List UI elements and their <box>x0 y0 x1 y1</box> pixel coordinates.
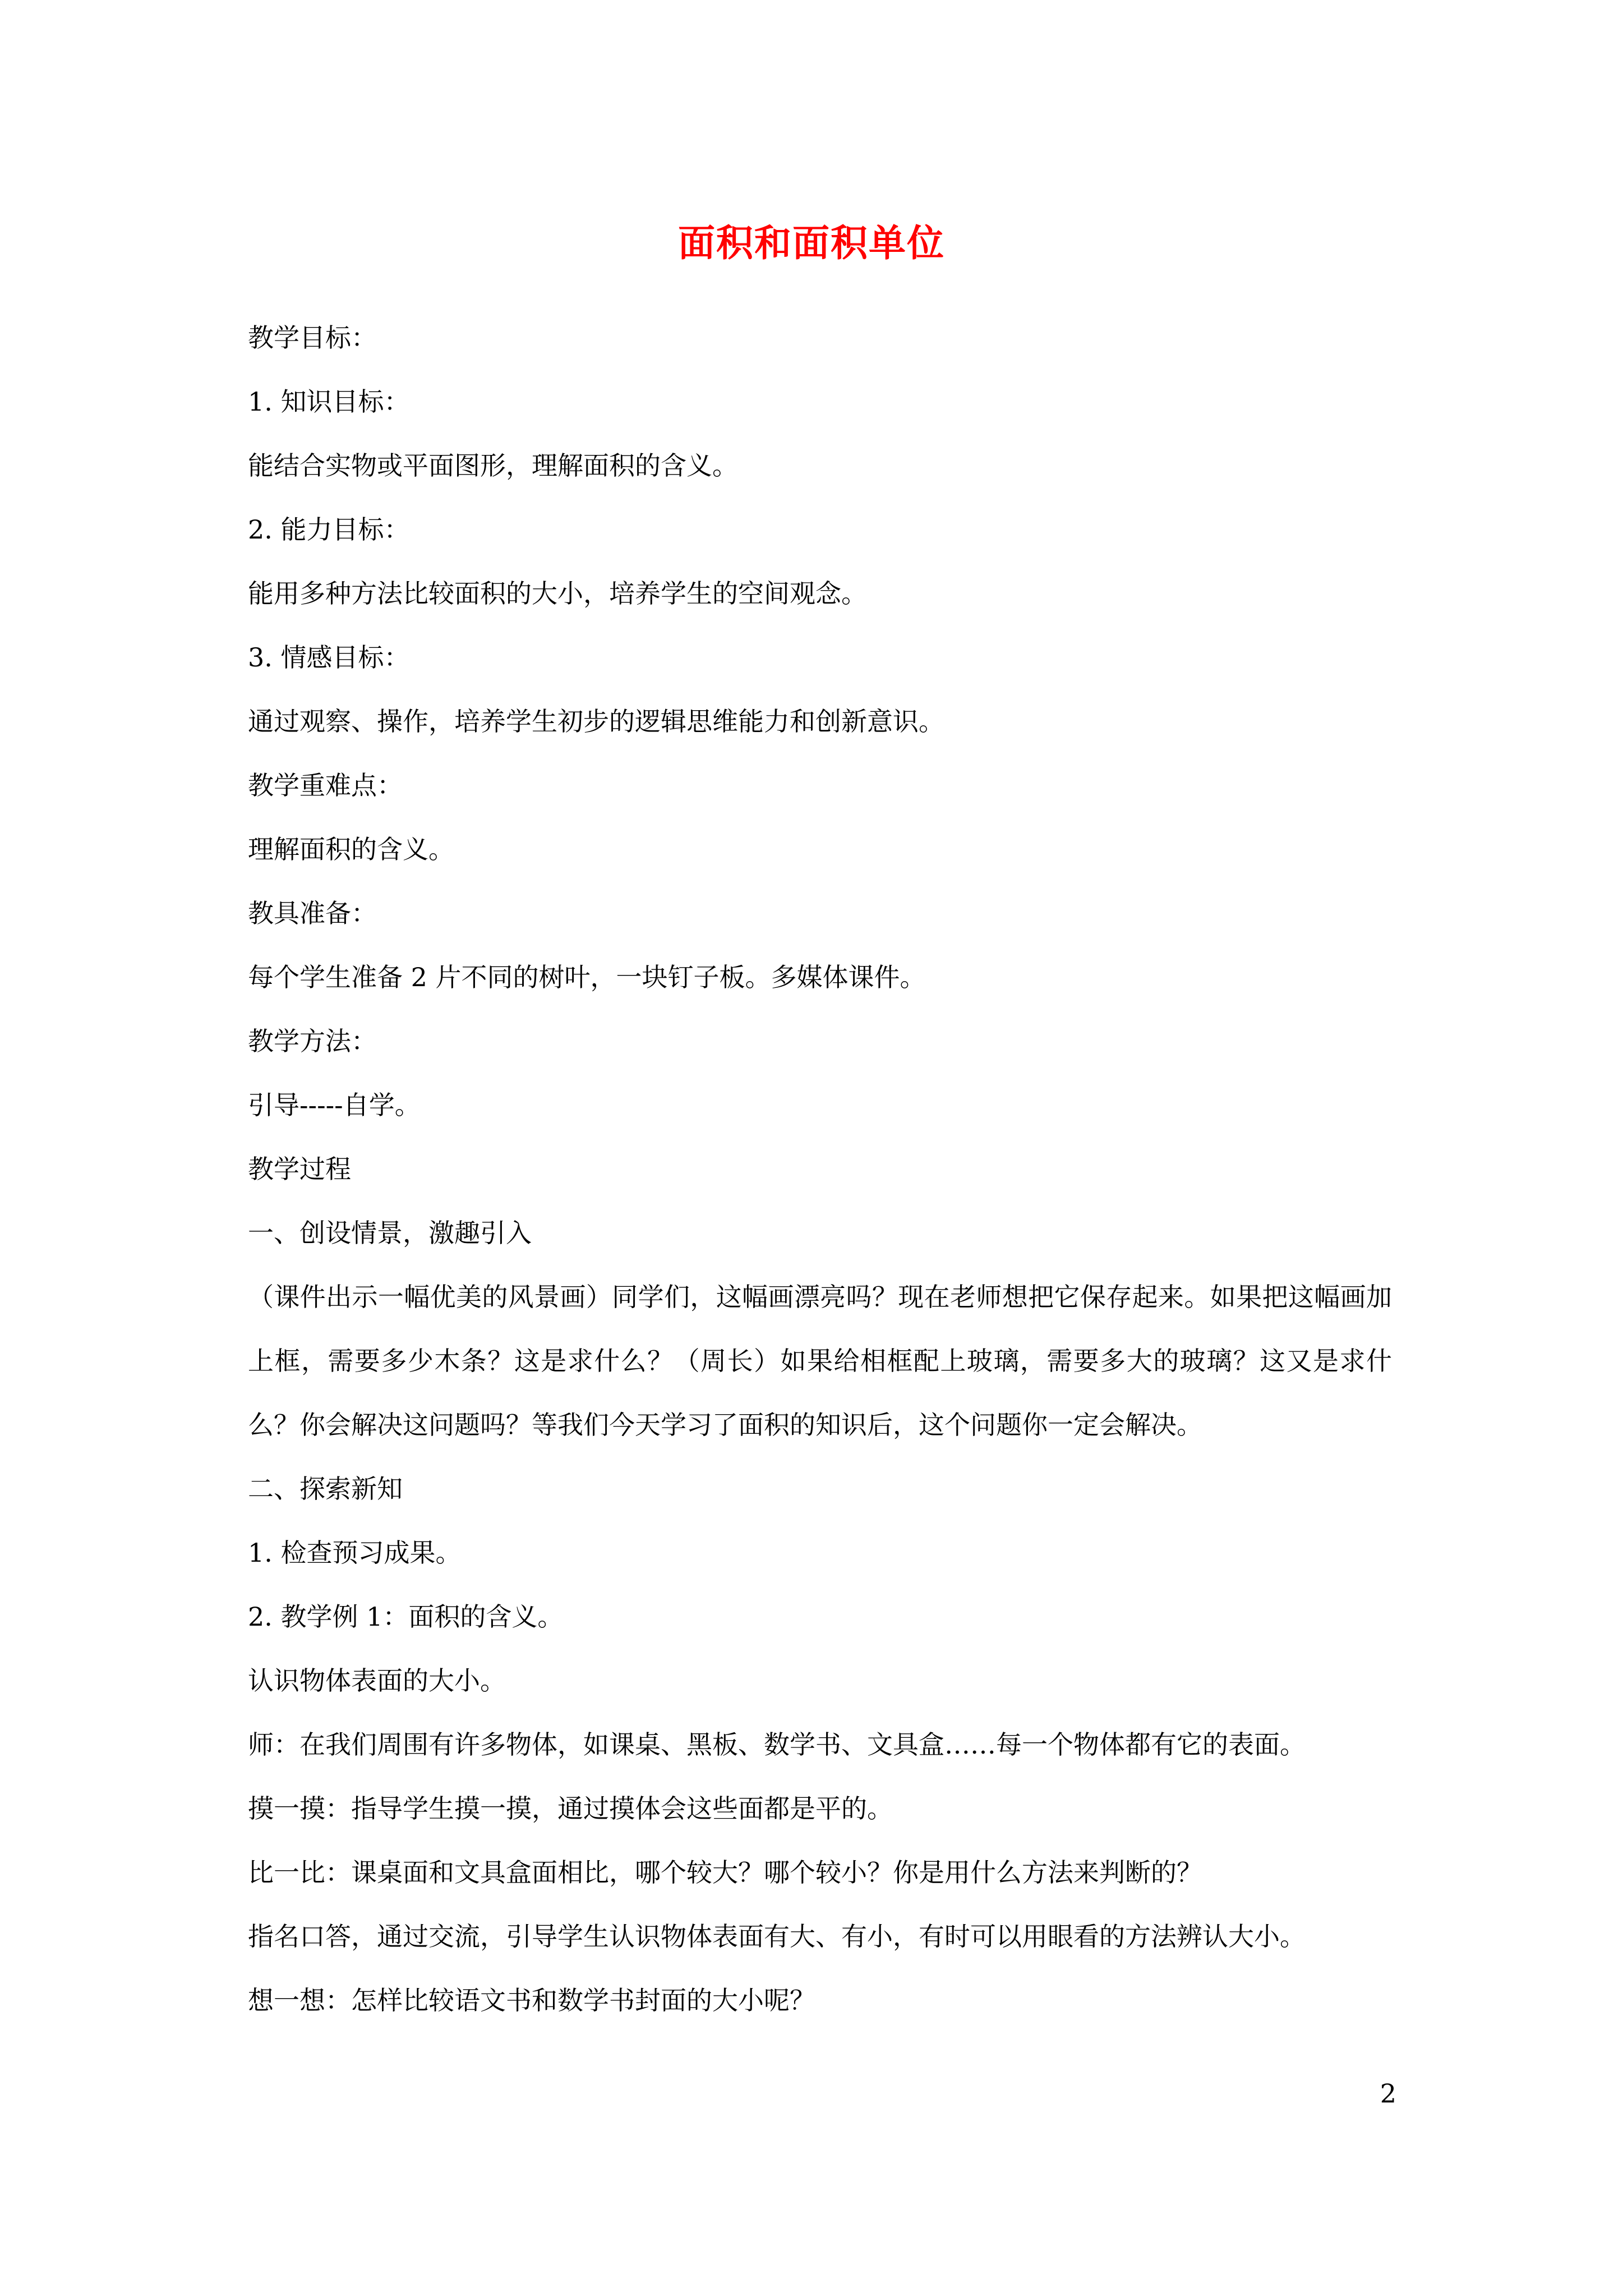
paragraph: 2. 能力目标： <box>248 514 410 545</box>
paragraph: 理解面积的含义。 <box>248 834 454 864</box>
paragraph: （课件出示一幅优美的风景画）同学们，这幅画漂亮吗？现在老师想把它保存起来。如果把这幅画加上框，需要多少木条？这是求什么？（周长）如果给相框配上玻璃，需要多大的玻璃？这又是求什么？你会解决这问题吗？等我们今天学习了面积的知识后，这个问题你一定会解决。 <box>248 1282 1392 1440</box>
paragraph: 摸一摸：指导学生摸一摸，通过摸体会这些面都是平的。 <box>248 1793 893 1824</box>
paragraph: 3. 情感目标： <box>248 642 410 673</box>
document-body <box>248 306 1392 2032</box>
paragraph: 师：在我们周围有许多物体，如课桌、黑板、数学书、文具盒……每一个物体都有它的表面。 <box>248 1729 1306 1760</box>
paragraph: 教学过程 <box>248 1154 351 1184</box>
paragraph: 二、探索新知 <box>248 1474 403 1504</box>
paragraph: 1. 检查预习成果。 <box>248 1538 462 1568</box>
paragraph: 一、创设情景，激趣引入 <box>248 1218 532 1248</box>
paragraph: 教学方法： <box>248 1026 377 1056</box>
page-number: 2 <box>1380 2078 1396 2109</box>
paragraph: 教学重难点： <box>248 770 403 800</box>
paragraph: 教学目标： <box>248 323 377 353</box>
paragraph: 每个学生准备 2 片不同的树叶，一块钉子板。多媒体课件。 <box>248 962 926 992</box>
paragraph: 2. 教学例 1：面积的含义。 <box>248 1602 564 1632</box>
paragraph: 比一比：课桌面和文具盒面相比，哪个较大？哪个较小？你是用什么方法来判断的？ <box>248 1857 1202 1888</box>
paragraph: 教具准备： <box>248 898 377 928</box>
paragraph: 认识物体表面的大小。 <box>248 1665 506 1696</box>
paragraph: 引导-----自学。 <box>248 1090 421 1120</box>
paragraph: 能结合实物或平面图形，理解面积的含义。 <box>248 450 738 481</box>
paragraph: 想一想：怎样比较语文书和数学书封面的大小呢？ <box>248 1985 815 2016</box>
paragraph: 1. 知识目标： <box>248 386 410 417</box>
paragraph: 能用多种方法比较面积的大小，培养学生的空间观念。 <box>248 578 867 609</box>
paragraph: 通过观察、操作，培养学生初步的逻辑思维能力和创新意识。 <box>248 706 944 737</box>
paragraph: 指名口答，通过交流，引导学生认识物体表面有大、有小，有时可以用眼看的方法辨认大小。 <box>248 1921 1306 1952</box>
document-title: 面积和面积单位 <box>678 221 945 265</box>
